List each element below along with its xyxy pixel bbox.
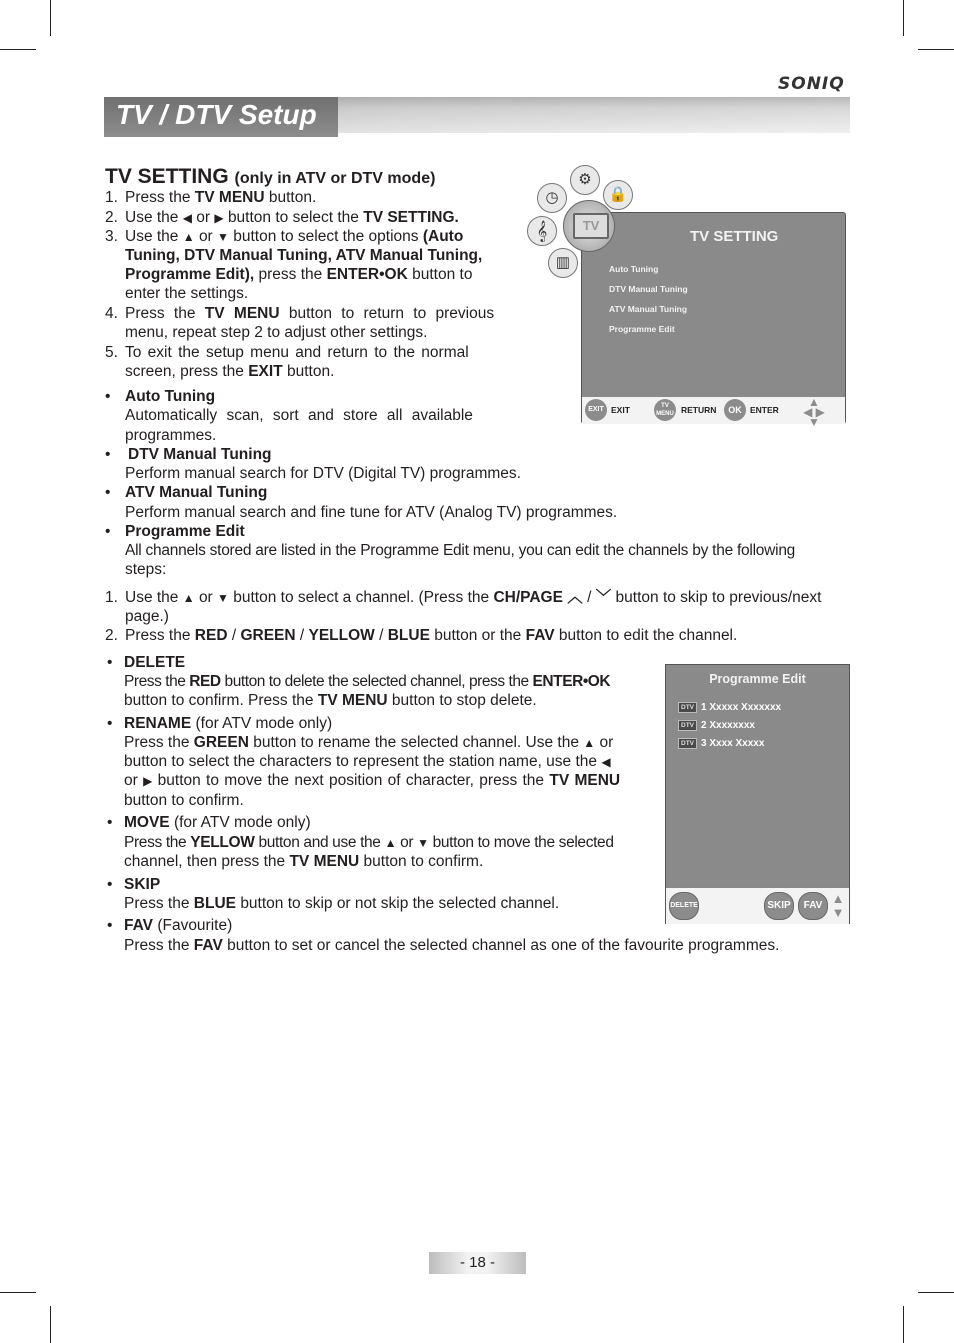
pe-step-1: Use the ▲ or ▼ button to select a channel. (Press the CH/PAGE ︿ / ﹀ button to skip to previous/next <box>125 589 822 606</box>
step-3-line-4: enter the settings. <box>125 285 249 302</box>
step-4-line-1: Press the TV MENU button to return to previous <box>125 305 495 322</box>
header-title: TV / DTV Setup <box>116 99 317 130</box>
menu-option-auto-tuning[interactable]: Auto Tuning <box>609 264 659 274</box>
dtv-manual-title: DTV Manual Tuning <box>128 446 272 463</box>
navigation-arrows-icon: ▲ ◀ ▶ ▼ <box>803 395 825 429</box>
settings-gear-icon: ⚙ <box>570 165 600 195</box>
atv-manual-title: ATV Manual Tuning <box>125 484 268 501</box>
right-arrow-icon: ▶ <box>214 211 224 225</box>
page-number-box <box>429 1252 526 1274</box>
step-number: 5. <box>105 344 118 361</box>
bullet-marker: • <box>107 814 113 831</box>
enter-label: ENTER <box>750 405 779 415</box>
channel-row[interactable]: DTV 1 Xxxxx Xxxxxxx <box>678 702 781 713</box>
auto-tuning-text-1: Automatically scan, sort and store all available <box>125 407 473 424</box>
ok-button[interactable]: OK <box>724 399 746 421</box>
rename-title: RENAME (for ATV mode only) <box>124 715 333 732</box>
skip-text: Press the BLUE button to skip or not skip the selected channel. <box>124 895 560 912</box>
right-arrow-icon: ▶ <box>143 774 153 788</box>
picture-icon: ▥ <box>548 248 578 278</box>
crop-mark <box>0 1292 36 1293</box>
down-arrow-icon: ▼ <box>217 591 229 605</box>
dtv-manual-text: Perform manual search for DTV (Digital TV) programmes. <box>125 465 521 482</box>
up-arrow-icon: ▲ <box>384 836 397 850</box>
bullet-marker: • <box>107 917 113 934</box>
skip-button[interactable]: SKIP <box>764 892 794 920</box>
left-arrow-icon: ◀ <box>182 211 192 225</box>
crop-mark <box>903 0 904 36</box>
lock-icon: 🔒 <box>603 180 633 210</box>
bullet-marker: • <box>107 715 113 732</box>
bullet-marker: • <box>105 523 111 540</box>
step-number: 2. <box>105 627 118 644</box>
step-number: 4. <box>105 305 118 322</box>
up-arrow-icon: ▲ <box>182 230 195 244</box>
step-3-line-1: Use the ▲ or ▼ button to select the options (Auto <box>125 228 464 245</box>
step-number: 3. <box>105 228 118 245</box>
programme-edit-screen-title: Programme Edit <box>709 672 806 686</box>
tv-setting-screen-title: TV SETTING <box>690 228 779 245</box>
move-text-1: Press the YELLOW button and use the ▲ or ▼ button to move the selected <box>124 834 614 851</box>
programme-edit-title: Programme Edit <box>125 523 245 540</box>
chevron-down-icon: ﹀ <box>595 589 612 606</box>
step-4-line-2: menu, repeat step 2 to adjust other settings. <box>125 324 428 341</box>
menu-option-programme-edit[interactable]: Programme Edit <box>609 324 675 334</box>
rename-text-3: or ▶ button to move the next position of character, press the TV MENU <box>124 772 621 789</box>
bullet-marker: • <box>107 654 113 671</box>
menu-option-atv-manual[interactable]: ATV Manual Tuning <box>609 304 688 314</box>
exit-label: EXIT <box>611 405 630 415</box>
auto-tuning-title: Auto Tuning <box>125 388 216 405</box>
programme-edit-text-1: All channels stored are listed in the Programme Edit menu, you can edit the channels by the following <box>125 542 796 559</box>
tv-icon-label: TV <box>573 213 609 239</box>
step-3-line-3: Programme Edit), press the ENTER•OK button to <box>125 266 473 283</box>
dtv-tag: DTV <box>678 702 697 713</box>
step-number: 2. <box>105 209 118 226</box>
chevron-up-icon: ︿ <box>567 589 583 606</box>
delete-text-2: button to confirm. Press the TV MENU button to stop delete. <box>124 692 537 709</box>
down-arrow-icon: ▼ <box>217 230 229 244</box>
tv-icon <box>563 200 615 252</box>
up-arrow-icon: ▲ <box>583 736 596 750</box>
atv-manual-text: Perform manual search and fine tune for ATV (Analog TV) programmes. <box>125 504 618 521</box>
exit-button[interactable]: EXIT <box>585 399 607 421</box>
clock-icon: ◷ <box>537 183 567 213</box>
delete-button[interactable]: DELETE <box>669 892 699 920</box>
crop-mark <box>918 49 954 50</box>
programme-edit-screen <box>665 664 850 924</box>
crop-mark <box>0 49 36 50</box>
pe-step-2: Press the RED / GREEN / YELLOW / BLUE button or the FAV button to edit the channel. <box>125 627 738 644</box>
rename-text-1: Press the GREEN button to rename the selected channel. Use the ▲ or <box>124 734 614 751</box>
return-label: RETURN <box>681 405 717 415</box>
header-title-box <box>104 97 338 137</box>
bullet-marker: • <box>107 876 113 893</box>
skip-title: SKIP <box>124 876 161 893</box>
menu-option-dtv-manual[interactable]: DTV Manual Tuning <box>609 284 688 294</box>
brand-logo: SONIQ <box>778 74 845 94</box>
delete-title: DELETE <box>124 654 186 671</box>
step-1: Press the TV MENU button. <box>125 189 317 206</box>
fav-title: FAV (Favourite) <box>124 917 233 934</box>
channel-row[interactable]: DTV 2 Xxxxxxxx <box>678 720 755 731</box>
bullet-marker: • <box>105 388 111 405</box>
programme-edit-text-2: steps: <box>125 561 167 578</box>
crop-mark <box>918 1292 954 1293</box>
tv-menu-button[interactable]: TV MENU <box>654 399 676 421</box>
left-arrow-icon: ◀ <box>601 755 611 769</box>
channel-row[interactable]: DTV 3 Xxxx Xxxxx <box>678 738 764 749</box>
tv-setting-screen <box>581 212 846 429</box>
down-arrow-icon: ▼ <box>417 836 429 850</box>
fav-text: Press the FAV button to set or cancel the selected channel as one of the favourite programmes. <box>124 937 780 954</box>
dtv-tag: DTV <box>678 720 697 731</box>
music-icon: 𝄞 <box>527 216 557 246</box>
pe-step-1-line-2: page.) <box>125 608 169 625</box>
auto-tuning-text-2: programmes. <box>125 427 217 444</box>
rename-text-2: button to select the characters to represent the station name, use the ◀ <box>124 753 611 770</box>
crop-mark <box>50 0 51 36</box>
step-number: 1. <box>105 589 118 606</box>
programme-edit-button-bar <box>666 887 849 924</box>
up-arrow-icon: ▲ <box>182 591 195 605</box>
move-text-2: channel, then press the TV MENU button to confirm. <box>124 853 484 870</box>
step-number: 1. <box>105 189 118 206</box>
page-number: - 18 - <box>459 1254 495 1271</box>
delete-text-1: Press the RED button to delete the selected channel, press the ENTER•OK <box>124 673 611 690</box>
up-down-arrows-icon: ▲ ▼ <box>831 891 845 920</box>
crop-mark <box>50 1306 51 1343</box>
crop-mark <box>903 1306 904 1343</box>
move-title: MOVE (for ATV mode only) <box>124 814 311 831</box>
step-5-line-1: To exit the setup menu and return to the normal <box>125 344 469 361</box>
section-title-text: TV SETTING <box>105 165 229 188</box>
tv-screen-button-bar <box>582 395 845 429</box>
step-5-line-2: screen, press the EXIT button. <box>125 363 335 380</box>
step-2: Use the ◀ or ▶ button to select the TV SETTING. <box>125 209 459 226</box>
bullet-marker: • <box>105 446 111 463</box>
step-3-line-2: Tuning, DTV Manual Tuning, ATV Manual Tuning, <box>125 247 483 264</box>
rename-text-4: button to confirm. <box>124 792 244 809</box>
dtv-tag: DTV <box>678 738 697 749</box>
fav-button[interactable]: FAV <box>798 892 828 920</box>
section-subtitle: (only in ATV or DTV mode) <box>234 170 436 187</box>
bullet-marker: • <box>105 484 111 501</box>
